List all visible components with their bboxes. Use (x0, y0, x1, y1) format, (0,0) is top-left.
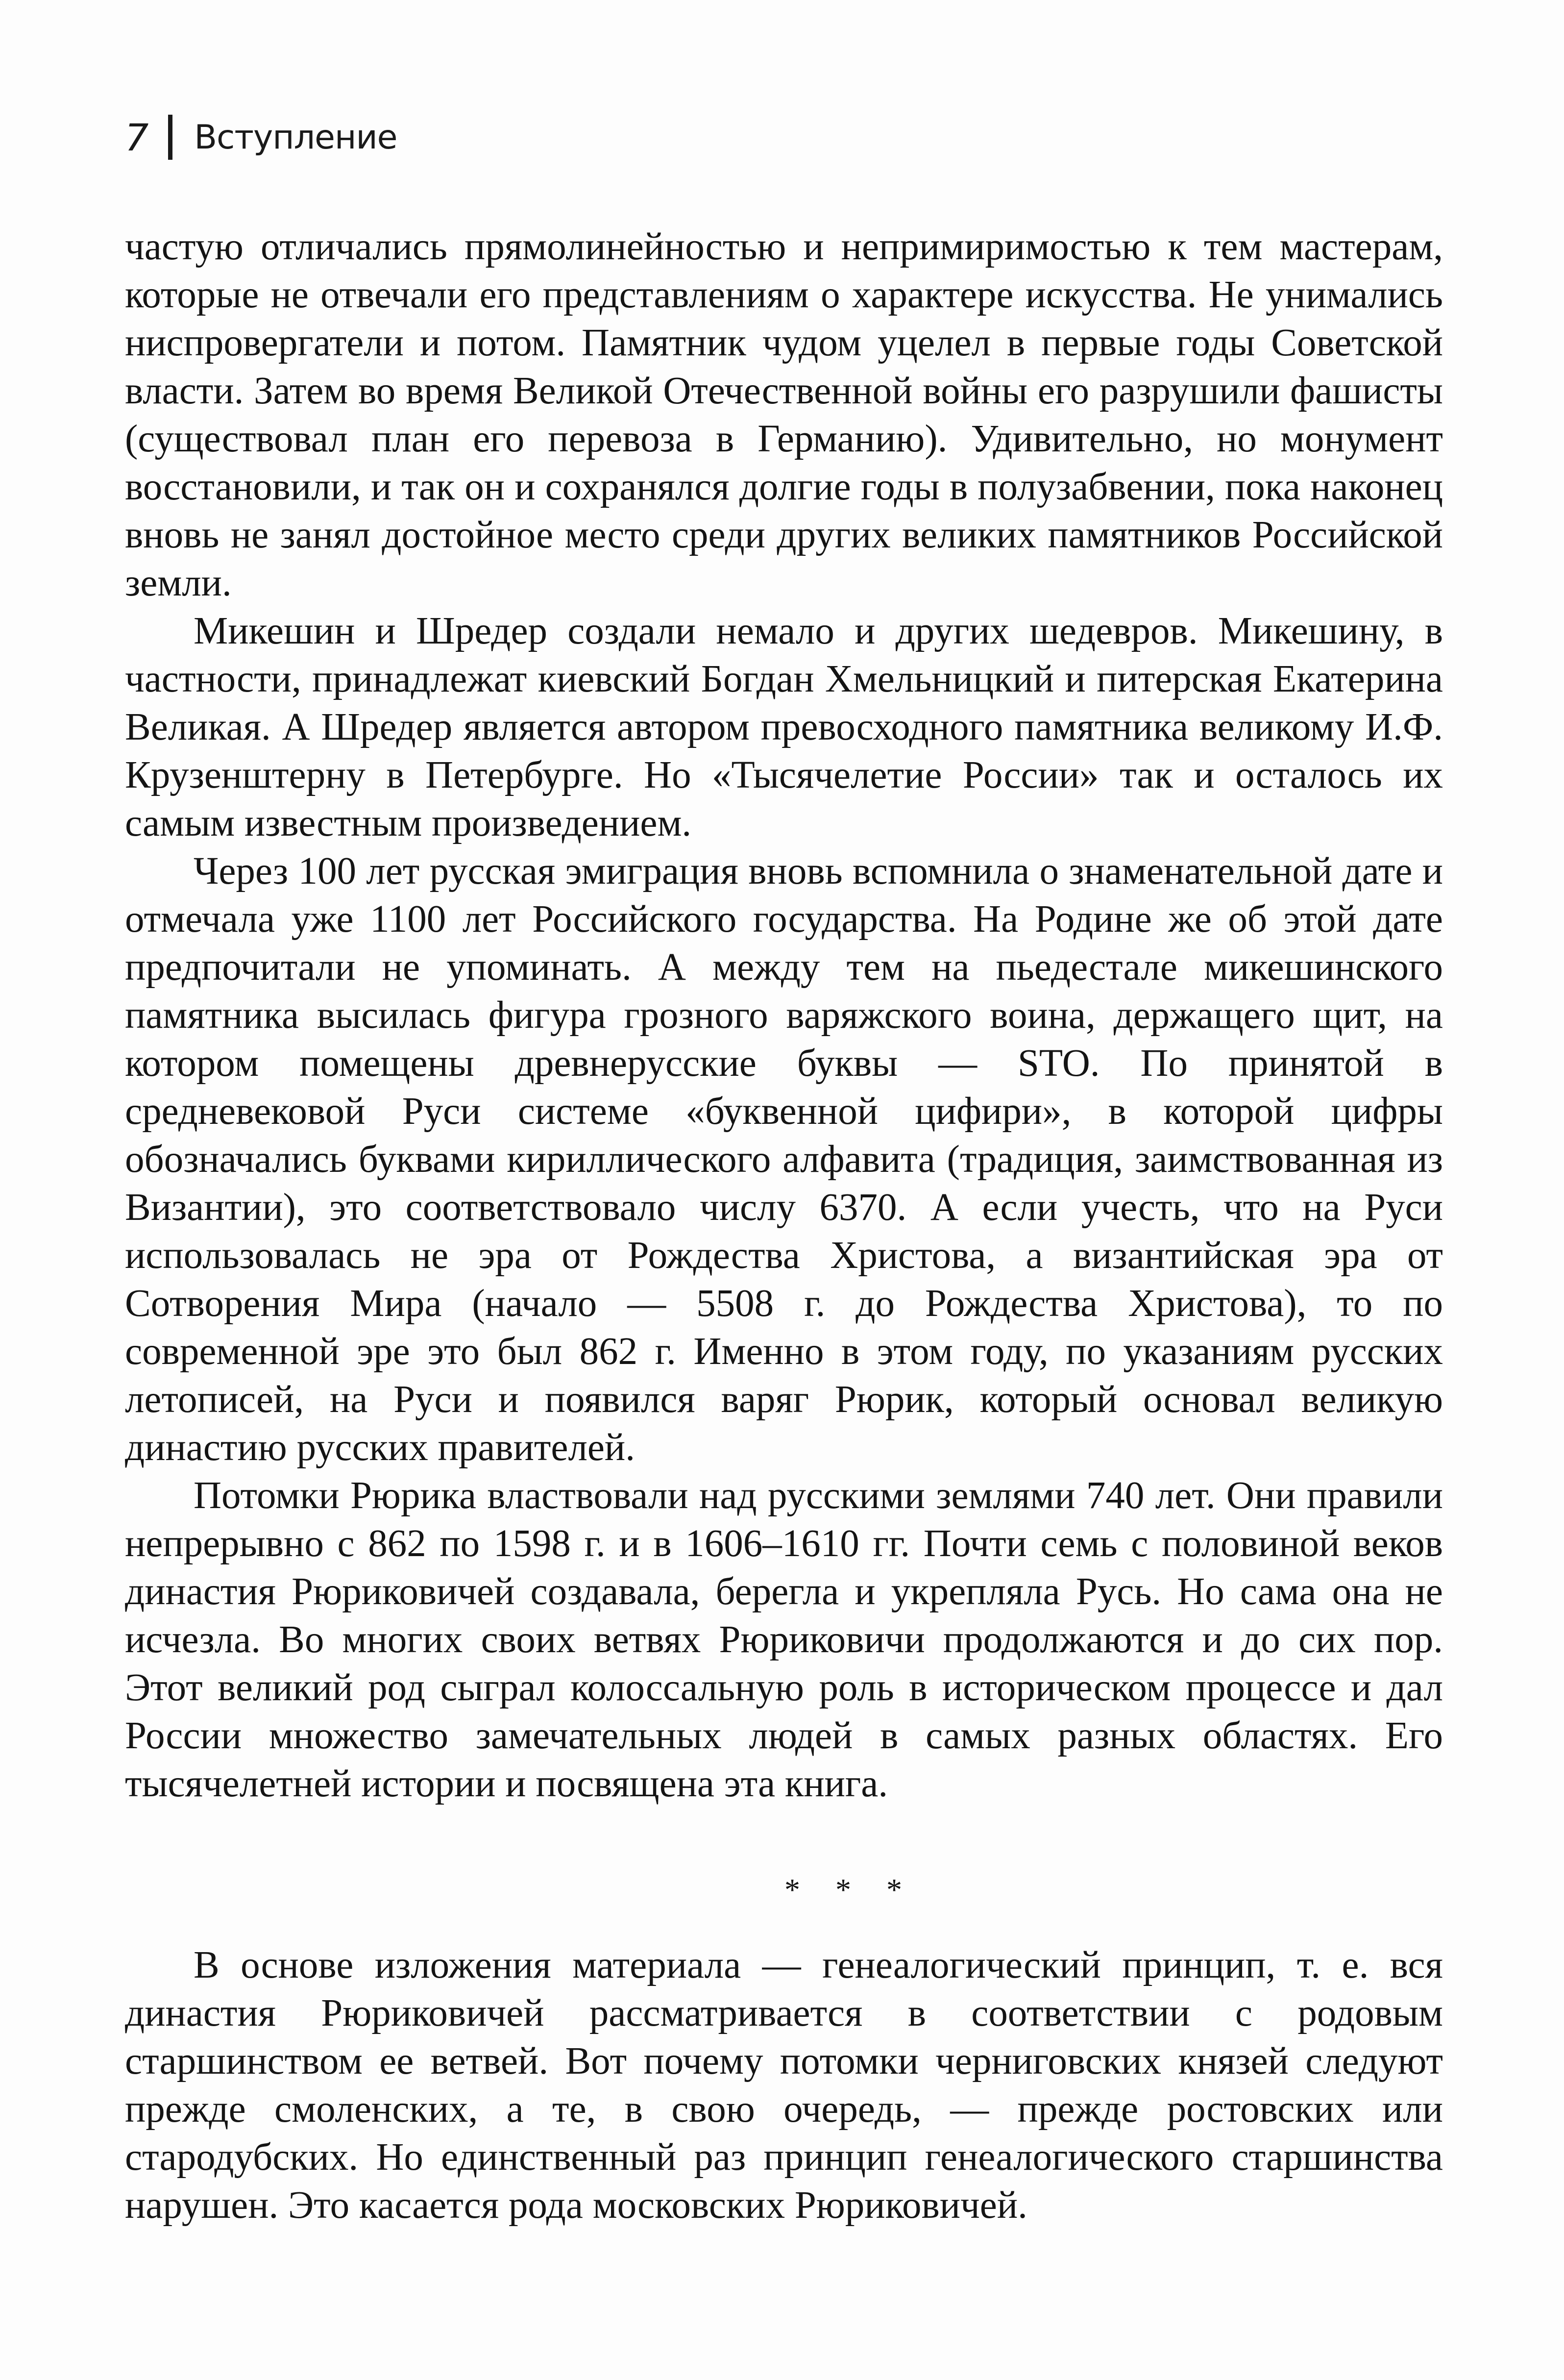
paragraph-1: частую отличались прямолинейностью и непримиримостью к тем мастерам, которые не отвечали его представлениям о характере искусства. Не унимались ниспровергатели и потом. Памятник чудом уцелел в первые годы Советской власти. Затем во время Великой Отечественной войны его разрушили фашисты (существовал план его перевоза в Германию). Удивительно, но монумент восстановили, и так он и сохранялся долгие годы в полузабвении, пока наконец вновь не занял достойное место среди других великих памятников Российской земли. (125, 225, 1443, 604)
section-break: * * * (784, 1872, 916, 1907)
body-text (125, 223, 1443, 2230)
running-header (125, 110, 397, 164)
paragraph-3: Через 100 лет русская эмиграция вновь вспомнила о знаменательной дате и отмечала уже 1100 лет Российского государства. На Родине же об этой дате предпочитали не упоминать. А между тем на пьедестале микешинского памятника высилась фигура грозного варяжского воина, держащего щит, на котором помещены древнерусские буквы — STO. По принятой в средневековой Руси системе «буквенной цифири», в которой цифры обозначались буквами кириллического алфавита (традиция, заимствованная из Византии), это соответствовало числу 6370. А если учесть, что на Руси использовалась не эра от Рождества Христова, а византийская эра от Сотворения Мира (начало — 5508 г. до Рождества Христова), то по современной эре это был 862 г. Именно в этом году, по указаниям русских летописей, на Руси и появился варяг Рюрик, который основал великую династию русских правителей. (125, 850, 1443, 1469)
page-number: 7 (125, 115, 149, 159)
header-divider (168, 115, 172, 160)
paragraph-2: Микешин и Шредер создали немало и других шедевров. Микешину, в частности, принадлежат киевский Богдан Хмельницкий и питерская Екатерина Великая. А Шредер является автором превосходного памятника великому И.Ф. Крузенштерну в Петербурге. Но «Тысячелетие России» так и осталось их самым известным произведением. (125, 610, 1443, 844)
running-title: Вступление (194, 118, 397, 157)
paragraph-5: В основе изложения материала — генеалогический принцип, т. е. вся династия Рюриковичей рассматривается в соответствии с родовым старшинством ее ветвей. Вот почему потомки черниговских князей следуют прежде смоленских, а те, в свою очередь, — прежде ростовских или стародубских. Но единственный раз принцип генеалогического старшинства нарушен. Это касается рода московских Рюриковичей. (125, 1944, 1443, 2227)
paragraph-4: Потомки Рюрика властвовали над русскими землями 740 лет. Они правили непрерывно с 862 по 1598 г. и в 1606–1610 гг. Почти семь с половиной веков династия Рюриковичей создавала, берегла и укрепляла Русь. Но сама она не исчезла. Во многих своих ветвях Рюриковичи продолжаются и до сих пор. Этот великий род сыграл колоссальную роль в историческом процессе и дал России множество замечательных людей в самых разных областях. Его тысячелетней истории и посвящена эта книга. (125, 1474, 1443, 1805)
